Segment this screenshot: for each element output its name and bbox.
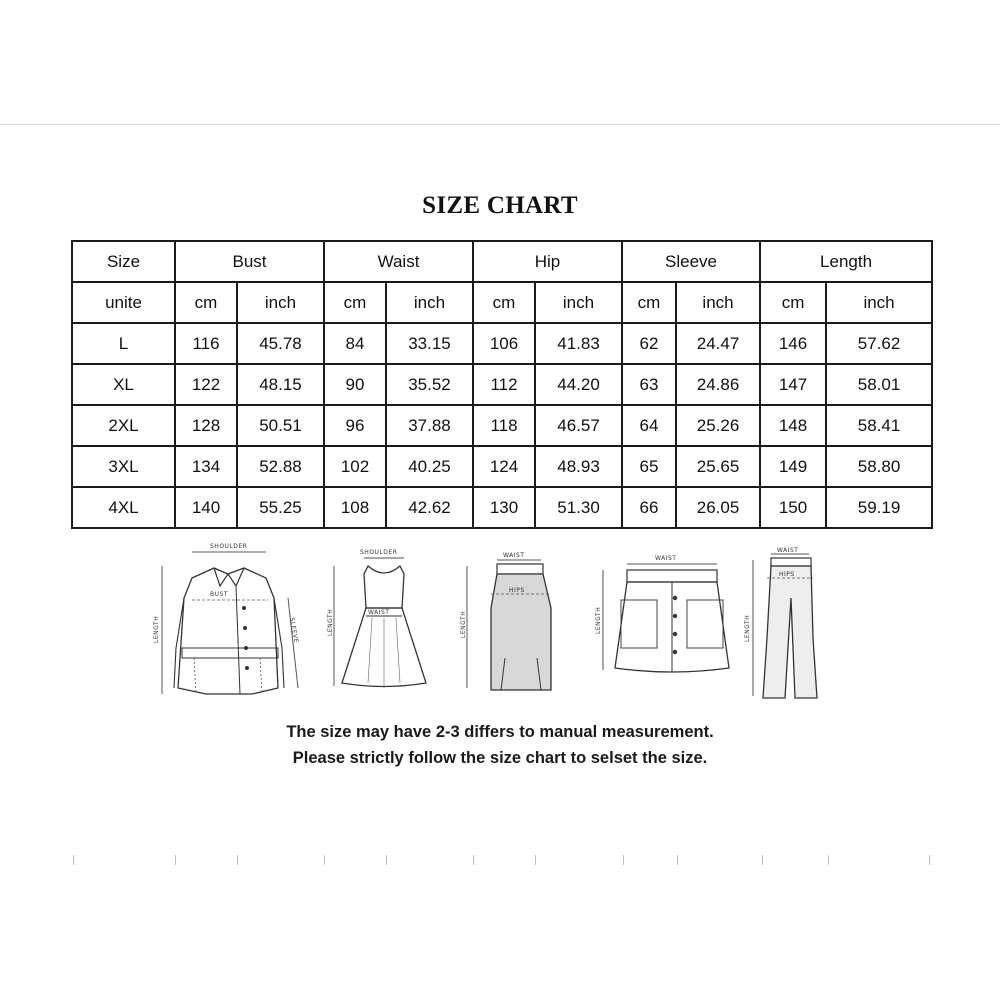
- unit-cell: cm: [324, 282, 386, 323]
- table-cell: 33.15: [386, 323, 473, 364]
- table-cell: 148: [760, 405, 826, 446]
- tick-mark: [677, 855, 678, 865]
- denim-skirt-icon: [595, 538, 745, 703]
- table-cell: 45.78: [237, 323, 324, 364]
- shorts-waist-label: WAIST: [655, 555, 677, 562]
- table-cell: 24.86: [676, 364, 760, 405]
- unit-cell: cm: [760, 282, 826, 323]
- table-cell: 66: [622, 487, 676, 528]
- unit-cell: cm: [622, 282, 676, 323]
- table-cell: 58.01: [826, 364, 932, 405]
- table-cell: 122: [175, 364, 237, 405]
- units-label: unite: [72, 282, 175, 323]
- header-size: Size: [72, 241, 175, 282]
- tick-mark: [237, 855, 238, 865]
- table-cell: 57.62: [826, 323, 932, 364]
- pants-hips-label: HIPS: [779, 571, 795, 578]
- table-cell: 108: [324, 487, 386, 528]
- table-cell: 42.62: [386, 487, 473, 528]
- garment-illustrations: [140, 538, 910, 708]
- skirt-waist-label: WAIST: [503, 552, 525, 559]
- shirt-sleeve-label: SLEEVE: [288, 617, 300, 644]
- shirt-dress-icon: [148, 538, 308, 703]
- table-cell: 58.41: [826, 405, 932, 446]
- table-cell: 147: [760, 364, 826, 405]
- shorts-length-label: LENGTH: [595, 606, 602, 634]
- skirt-length-label: LENGTH: [460, 610, 467, 638]
- table-cell: 63: [622, 364, 676, 405]
- table-cell: 46.57: [535, 405, 622, 446]
- tick-mark: [175, 855, 176, 865]
- table-cell: 116: [175, 323, 237, 364]
- table-row: [72, 323, 932, 364]
- table-cell: 118: [473, 405, 535, 446]
- tick-mark: [535, 855, 536, 865]
- row-size-cell: 3XL: [72, 446, 175, 487]
- table-cell: 134: [175, 446, 237, 487]
- table-cell: 44.20: [535, 364, 622, 405]
- table-units-row: [72, 282, 932, 323]
- pencil-skirt-icon: [455, 538, 565, 703]
- table-cell: 37.88: [386, 405, 473, 446]
- table-cell: 128: [175, 405, 237, 446]
- page-title: SIZE CHART: [422, 192, 578, 219]
- pants-length-label: LENGTH: [744, 614, 751, 642]
- unit-cell: inch: [826, 282, 932, 323]
- unit-cell: inch: [535, 282, 622, 323]
- table-cell: 90: [324, 364, 386, 405]
- dress-length-label: LENGTH: [327, 608, 334, 636]
- table-row: [72, 487, 932, 528]
- row-size-cell: L: [72, 323, 175, 364]
- table-cell: 65: [622, 446, 676, 487]
- unit-cell: cm: [473, 282, 535, 323]
- table-cell: 150: [760, 487, 826, 528]
- table-cell: 25.26: [676, 405, 760, 446]
- table-cell: 26.05: [676, 487, 760, 528]
- table-cell: 50.51: [237, 405, 324, 446]
- unit-cell: inch: [676, 282, 760, 323]
- header-bust: Bust: [175, 241, 324, 282]
- measurement-note: The size may have 2-3 differs to manual measurement.: [286, 723, 714, 741]
- table-cell: 58.80: [826, 446, 932, 487]
- shirt-bust-label: BUST: [210, 591, 228, 598]
- top-divider: [0, 124, 1000, 125]
- tick-mark: [828, 855, 829, 865]
- table-cell: 51.30: [535, 487, 622, 528]
- header-sleeve: Sleeve: [622, 241, 760, 282]
- table-cell: 59.19: [826, 487, 932, 528]
- pants-waist-label: WAIST: [777, 547, 799, 554]
- sleeveless-dress-icon: [328, 538, 438, 703]
- table-cell: 106: [473, 323, 535, 364]
- tick-mark: [762, 855, 763, 865]
- table-cell: 84: [324, 323, 386, 364]
- table-cell: 124: [473, 446, 535, 487]
- table-cell: 96: [324, 405, 386, 446]
- table-cell: 102: [324, 446, 386, 487]
- row-size-cell: 2XL: [72, 405, 175, 446]
- header-length: Length: [760, 241, 932, 282]
- table-cell: 24.47: [676, 323, 760, 364]
- tick-mark: [623, 855, 624, 865]
- shirt-length-label: LENGTH: [153, 615, 160, 643]
- table-row: [72, 364, 932, 405]
- table-row: [72, 446, 932, 487]
- table-cell: 48.15: [237, 364, 324, 405]
- size-advice-note: Please strictly follow the size chart to selset the size.: [292, 749, 708, 767]
- table-cell: 112: [473, 364, 535, 405]
- row-size-cell: XL: [72, 364, 175, 405]
- table-header-row: [72, 241, 932, 282]
- table-cell: 62: [622, 323, 676, 364]
- table-cell: 146: [760, 323, 826, 364]
- table-cell: 130: [473, 487, 535, 528]
- tick-mark: [929, 855, 930, 865]
- tick-mark: [73, 855, 74, 865]
- skirt-hips-label: HIPS: [509, 587, 525, 594]
- tick-mark: [473, 855, 474, 865]
- table-cell: 55.25: [237, 487, 324, 528]
- row-size-cell: 4XL: [72, 487, 175, 528]
- table-cell: 41.83: [535, 323, 622, 364]
- table-cell: 64: [622, 405, 676, 446]
- table-cell: 25.65: [676, 446, 760, 487]
- size-table: [71, 240, 933, 529]
- unit-cell: cm: [175, 282, 237, 323]
- table-cell: 140: [175, 487, 237, 528]
- dress-shoulder-label: SHOULDER: [360, 549, 398, 556]
- unit-cell: inch: [386, 282, 473, 323]
- unit-cell: inch: [237, 282, 324, 323]
- bottom-tick-marks: [0, 855, 1000, 867]
- header-hip: Hip: [473, 241, 622, 282]
- dress-waist-label: WAIST: [368, 609, 390, 616]
- tick-mark: [386, 855, 387, 865]
- table-cell: 149: [760, 446, 826, 487]
- table-cell: 35.52: [386, 364, 473, 405]
- table-cell: 40.25: [386, 446, 473, 487]
- table-cell: 52.88: [237, 446, 324, 487]
- header-waist: Waist: [324, 241, 473, 282]
- table-row: [72, 405, 932, 446]
- tick-mark: [324, 855, 325, 865]
- table-cell: 48.93: [535, 446, 622, 487]
- flared-pants-icon: [745, 538, 855, 703]
- shirt-shoulder-label: SHOULDER: [210, 543, 248, 550]
